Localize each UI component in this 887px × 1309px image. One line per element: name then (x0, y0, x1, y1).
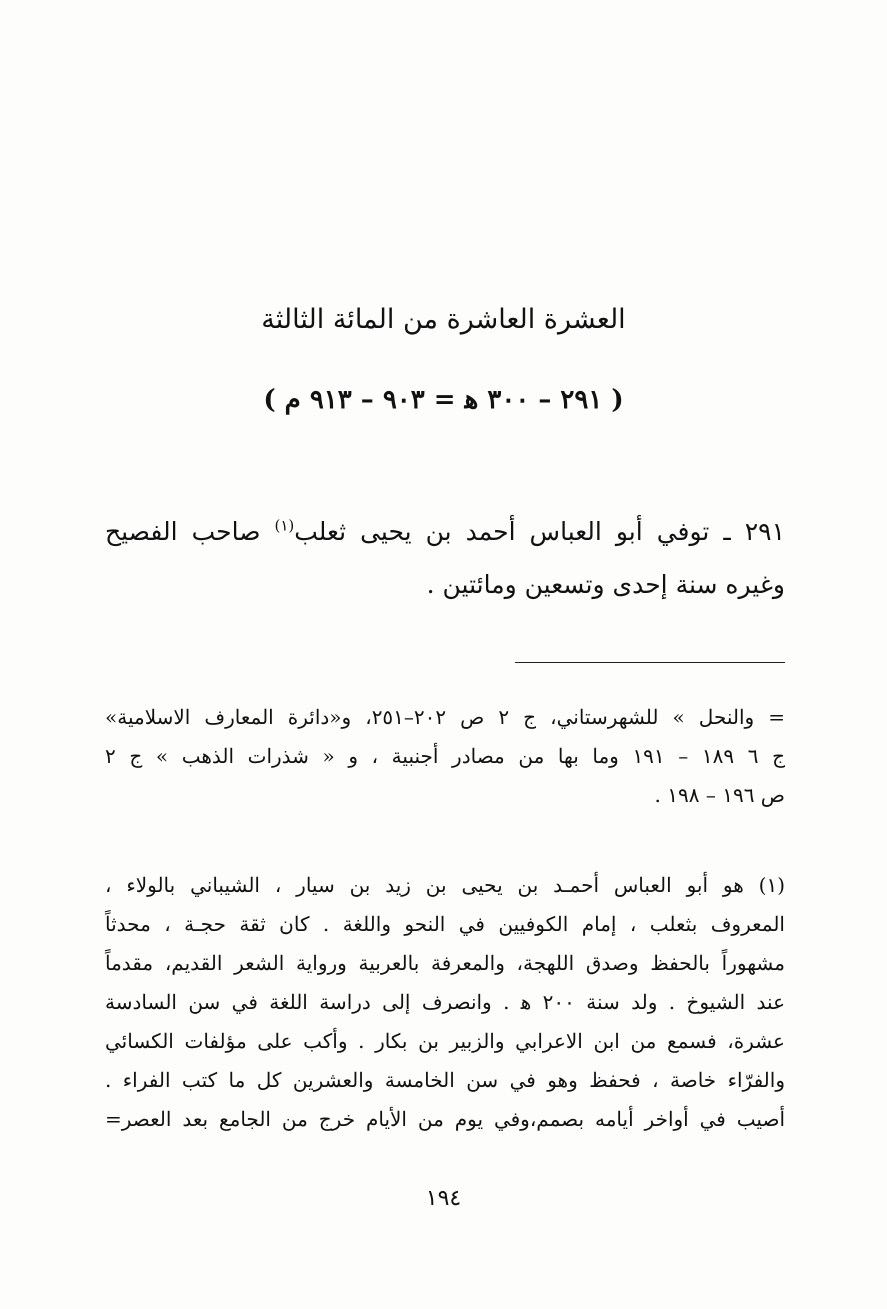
footnote-1-line: (١) هو أبو العباس أحمـد بن يحيى بن زيد بن سيار ، الشيباني بالولاء ، (105, 873, 785, 897)
entry-291 (105, 505, 785, 611)
footnote-1-line: أصيب في أواخر أيامه بصمم،وفي يوم من الأيام خرج من الجامع بعد العصر= (105, 1107, 785, 1131)
footnote-1-line: المعروف بثعلب ، إمام الكوفيين في النحو واللغة . كان ثقة حجـة ، محدثاً (105, 912, 785, 936)
footnote-1-line: عند الشيوخ . ولد سنة ٢٠٠ ﻫ . وانصرف إلى دراسة اللغة في سن السادسة (105, 990, 785, 1014)
entry-text-before-note: ٢٩١ ـ توفي أبو العباس أحمد بن يحيى ثعلب (294, 517, 786, 546)
chapter-title: العشرة العاشرة من المائة الثالثة (261, 304, 626, 335)
footnote-continuation-line: ص ١٩٦ – ١٩٨ . (654, 783, 785, 807)
footnote-divider (515, 662, 785, 663)
page-number: ١٩٤ (425, 1186, 462, 1211)
footnote-continuation (105, 698, 785, 815)
entry-text-after-note: صاحب الفصيح وغيره سنة إحدى وتسعين ومائتين . (105, 517, 785, 599)
footnote-marker: (١) (274, 516, 295, 535)
footnote-1 (105, 866, 785, 1139)
footnote-1-line: والفرّاء خاصة ، فحفظ وهو في سن الخامسة والعشرين كل ما كتب الفراء . (105, 1068, 785, 1092)
footnote-1-line: عشرة، فسمع من ابن الاعرابي والزبير بن بكار . وأكب على مؤلفات الكسائي (105, 1029, 785, 1053)
footnote-continuation-line: = والنحل » للشهرستاني، ج ٢ ص ٢٠٢–٢٥١، و«دائرة المعارف الاسلامية» (105, 705, 785, 729)
chapter-date-range: ( ٢٩١ – ٣٠٠ ﻫ = ٩٠٣ – ٩١٣ م ) (263, 385, 624, 415)
footnote-1-line: مشهوراً بالحفظ وصدق اللهجة، والمعرفة بالعربية ورواية الشعر القديم، مقدماً (105, 951, 785, 975)
footnote-continuation-line: ج ٦ ١٨٩ – ١٩١ وما بها من مصادر أجنبية ، و « شذرات الذهب » ج ٢ (105, 744, 785, 768)
